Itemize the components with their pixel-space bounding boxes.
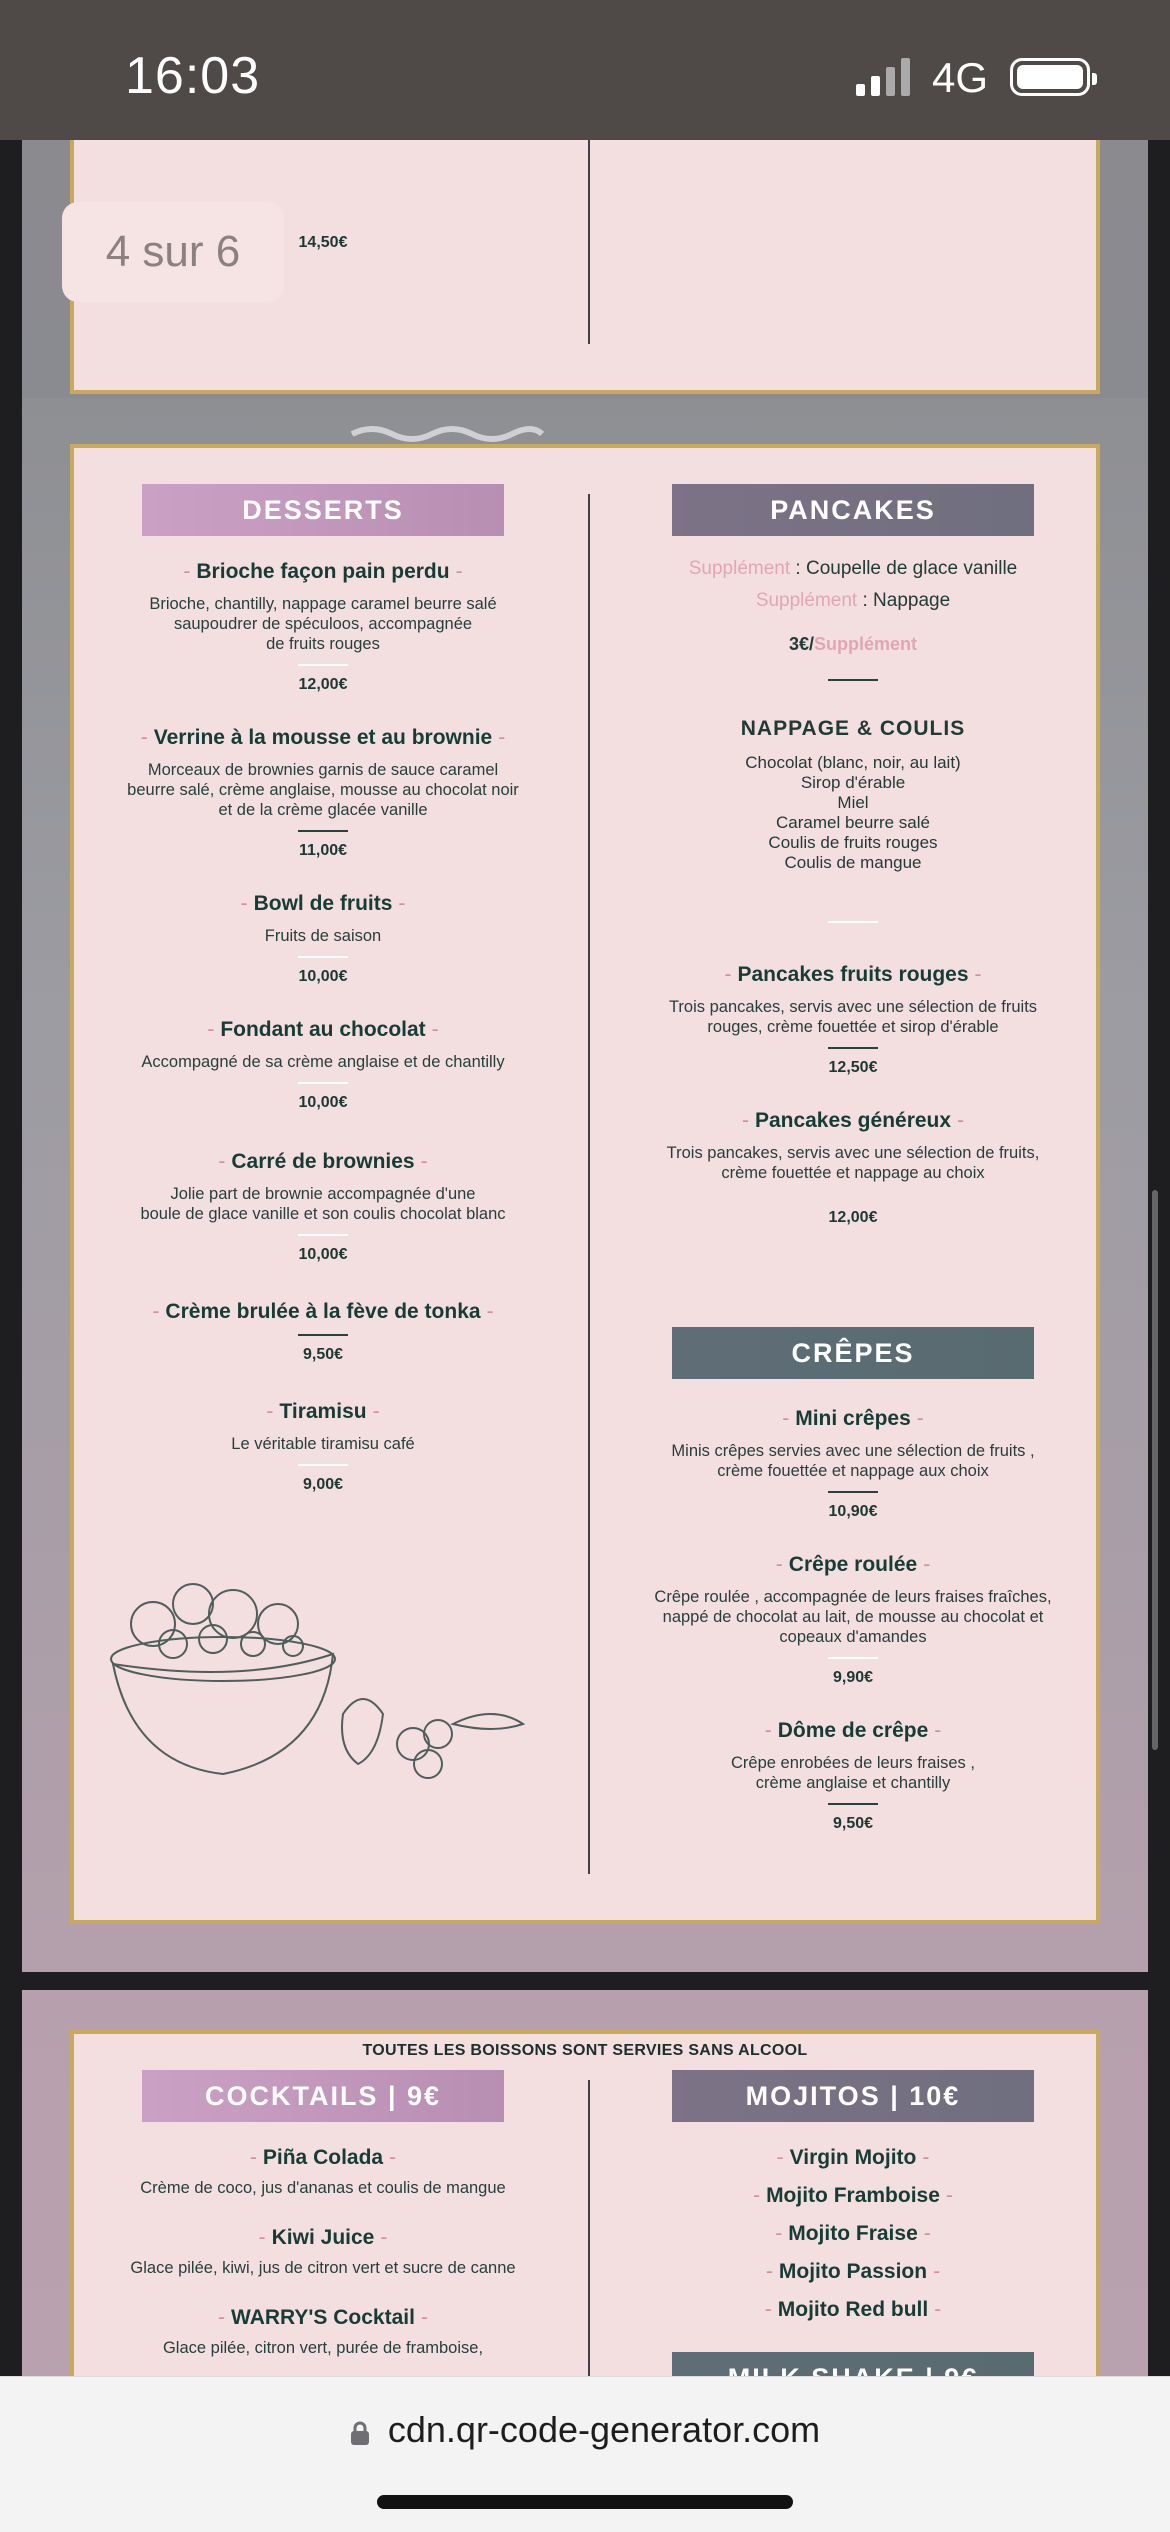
item-price: 9,50€ — [832, 1815, 874, 1832]
item-price: 9,90€ — [832, 1669, 874, 1686]
item-title: Verrine à la mousse et au brownie — [153, 726, 493, 749]
item-title: Bowl de fruits — [253, 892, 393, 915]
item-description: Glace pilée, citron vert, purée de framboise, — [162, 2339, 484, 2357]
item-title: Carré de brownies — [231, 1150, 415, 1173]
separator — [828, 1491, 878, 1493]
separator — [298, 956, 348, 958]
desserts-header: DESSERTS — [142, 484, 504, 536]
separator — [298, 664, 348, 666]
lock-icon — [350, 2421, 370, 2445]
status-bar — [0, 0, 1170, 140]
item-price: 10,90€ — [828, 1503, 878, 1520]
separator — [298, 1334, 348, 1336]
item-description: Trois pancakes, servis avec une sélection de fruits rouges, crème fouettée et sirop d'érable — [668, 998, 1038, 1036]
item-title: Pancakes généreux — [754, 1109, 952, 1132]
column-divider — [588, 494, 590, 1874]
item-description: Le véritable tiramisu café — [231, 1435, 415, 1453]
item-price: 11,00€ — [298, 842, 348, 859]
separator — [828, 921, 878, 923]
item-description: Morceaux de brownies garnis de sauce caramel beurre salé, crème anglaise, mousse au chocolat noir et de la crème glacée vanille — [127, 761, 519, 819]
item-price: 14,50€ — [298, 234, 348, 251]
supplement-price: 3€/Supplément — [788, 634, 918, 654]
drinks-note: TOUTES LES BOISSONS SONT SERVIES SANS ALCOOL — [362, 2042, 808, 2059]
menu-page-5 — [22, 1990, 1148, 2410]
cocktails-section — [88, 2070, 558, 2358]
nappage-list: Chocolat (blanc, noir, au lait) Sirop d'érable Miel Caramel beurre salé Coulis de fruits rouges Coulis de mangue — [745, 753, 961, 872]
item-description: Crêpe enrobées de leurs fraises , crème anglaise et chantilly — [731, 1754, 975, 1792]
fruit-bowl-illustration — [93, 1574, 553, 1794]
page-panel — [70, 2030, 1100, 2430]
menu-item: - Dôme de crêpe - Crêpe enrobées de leurs fraises , crème anglaise et chantilly 9,50€ — [618, 1719, 1088, 1833]
separator — [298, 1464, 348, 1466]
item-description: Brioche, chantilly, nappage caramel beurre salé saupoudrer de spéculoos, accompagnée de fruits rouges — [149, 595, 497, 653]
item-title: Crème brulée à la fève de tonka — [165, 1300, 481, 1323]
menu-item: - Virgin Mojito - — [776, 2146, 930, 2169]
decor-pattern — [352, 424, 542, 444]
item-description: Trois pancakes, servis avec une sélection de fruits, crème fouettée et nappage au choix — [666, 1144, 1040, 1182]
menu-item: - Brioche façon pain perdu - Brioche, chantilly, nappage caramel beurre salé saupoudrer de spéculoos, accompagnée de fruits rouges 12,00€ — [88, 560, 558, 694]
supplement-line: Supplément : Nappage — [755, 590, 951, 611]
item-price: 12,50€ — [828, 1059, 878, 1076]
battery-icon — [1010, 58, 1090, 96]
separator — [298, 1234, 348, 1236]
crepes-header: CRÊPES — [672, 1327, 1034, 1379]
mojitos-header: MOJITOS | 10€ — [672, 2070, 1034, 2122]
item-description: Crêpe roulée , accompagnée de leurs fraises fraîches, nappé de chocolat au lait, de mousse au chocolat et copeaux d'amandes — [654, 1588, 1052, 1646]
item-title: Brioche façon pain perdu — [196, 560, 450, 583]
pancakes-header: PANCAKES — [672, 484, 1034, 536]
scrollbar-thumb[interactable] — [1152, 1190, 1158, 1750]
browser-url-bar[interactable] — [0, 2376, 1170, 2532]
document-viewer[interactable] — [0, 140, 1170, 2376]
url-text: cdn.qr-code-generator.com — [387, 2409, 821, 2450]
menu-item: - WARRY'S Cocktail - Glace pilée, citron vert, purée de framboise, — [88, 2306, 558, 2358]
desserts-section — [88, 484, 558, 1799]
item-title: Fondant au chocolat — [220, 1018, 426, 1041]
item-title: Mojito Passion — [778, 2260, 928, 2283]
menu-item: - Mojito Red bull - — [764, 2298, 942, 2321]
crepes-section — [618, 1327, 1088, 1833]
url-display[interactable] — [0, 2409, 1170, 2451]
item-title: Tiramisu — [279, 1400, 367, 1423]
item-price: 9,00€ — [302, 1476, 344, 1493]
item-description: Minis crêpes servies avec une sélection de fruits , crème fouettée et nappage aux choix — [671, 1442, 1035, 1480]
page-panel — [70, 444, 1100, 1924]
mojitos-section — [618, 2070, 1088, 2404]
separator — [828, 679, 878, 681]
menu-item: - Mojito Passion - — [765, 2260, 941, 2283]
item-description: Fruits de saison — [264, 927, 382, 945]
network-label: 4G — [932, 54, 989, 101]
separator — [828, 1657, 878, 1659]
nappage-title: NAPPAGE & COULIS — [740, 717, 966, 740]
menu-item: - Bowl de fruits - Fruits de saison 10,00€ — [88, 892, 558, 986]
item-description: Accompagné de sa crème anglaise et de chantilly — [141, 1053, 505, 1071]
menu-item: - Verrine à la mousse et au brownie - Morceaux de brownies garnis de sauce caramel beurre salé, crème anglaise, mousse au chocolat noir et de la crème glacée vanille 11,00€ — [88, 726, 558, 860]
menu-item: - Kiwi Juice - Glace pilée, kiwi, jus de citron vert et sucre de canne — [88, 2226, 558, 2278]
status-time: 16:03 — [125, 47, 261, 105]
item-description: Jolie part de brownie accompagnée d'une boule de glace vanille et son coulis chocolat blanc — [140, 1185, 506, 1223]
signal-icon — [856, 58, 916, 96]
item-title: Dôme de crêpe — [777, 1719, 929, 1742]
menu-item: - Crêpe roulée - Crêpe roulée , accompagnée de leurs fraises fraîches, nappé de chocolat au lait, de mousse au chocolat et copeaux d'amandes 9,90€ — [618, 1553, 1088, 1687]
item-description: Glace pilée, kiwi, jus de citron vert et sucre de canne — [130, 2259, 516, 2277]
menu-item: - Tiramisu - Le véritable tiramisu café 9,00€ — [88, 1400, 558, 1494]
item-price: 12,00€ — [298, 676, 348, 693]
item-description: Crème de coco, jus d'ananas et coulis de mangue — [140, 2179, 506, 2197]
page-indicator: 4 sur 6 — [62, 202, 284, 302]
cocktails-header: COCKTAILS | 9€ — [142, 2070, 504, 2122]
pancakes-section — [618, 484, 1088, 1833]
separator — [298, 830, 348, 832]
menu-page-4 — [22, 398, 1148, 1972]
item-title: Mojito Fraise — [788, 2222, 918, 2245]
menu-item: - Mini crêpes - Minis crêpes servies avec une sélection de fruits , crème fouettée et nappage aux choix 10,90€ — [618, 1407, 1088, 1521]
item-price: 10,00€ — [298, 968, 348, 985]
item-title: Pancakes fruits rouges — [737, 963, 969, 986]
menu-item: - Mojito Fraise - — [775, 2222, 931, 2245]
item-price: 10,00€ — [298, 1246, 348, 1263]
home-indicator[interactable] — [377, 2495, 793, 2509]
item-title: Mojito Red bull — [777, 2298, 929, 2321]
menu-item: - Carré de brownies - Jolie part de brownie accompagnée d'une boule de glace vanille et son coulis chocolat blanc 10,00€ — [88, 1150, 558, 1264]
supplement-line: Supplément : Coupelle de glace vanille — [688, 558, 1018, 579]
separator — [298, 1082, 348, 1084]
item-price: 10,00€ — [298, 1094, 348, 1111]
menu-item: - Fondant au chocolat - Accompagné de sa crème anglaise et de chantilly 10,00€ — [88, 1018, 558, 1112]
item-title: Kiwi Juice — [271, 2226, 375, 2249]
item-title: Piña Colada — [262, 2146, 384, 2169]
menu-item: - Piña Colada - Crème de coco, jus d'ananas et coulis de mangue — [88, 2146, 558, 2198]
item-price: 12,00€ — [828, 1209, 878, 1226]
separator — [828, 1803, 878, 1805]
menu-item: - Pancakes généreux - Trois pancakes, servis avec une sélection de fruits, crème fouettée et nappage au choix 12,00€ — [618, 1109, 1088, 1227]
separator — [828, 1047, 878, 1049]
menu-item: - Pancakes fruits rouges - Trois pancakes, servis avec une sélection de fruits rouges, crème fouettée et sirop d'érable 12,50€ — [618, 963, 1088, 1077]
item-title: Mini crêpes — [795, 1407, 911, 1430]
menu-item: - Mojito Framboise - — [753, 2184, 953, 2207]
item-title: Virgin Mojito — [789, 2146, 917, 2169]
item-title: Crêpe roulée — [788, 1553, 918, 1576]
item-title: WARRY'S Cocktail — [231, 2306, 415, 2329]
item-title: Mojito Framboise — [766, 2184, 940, 2207]
item-price: 9,50€ — [302, 1346, 344, 1363]
menu-item: - Crème brulée à la fève de tonka - 9,50€ — [88, 1300, 558, 1364]
